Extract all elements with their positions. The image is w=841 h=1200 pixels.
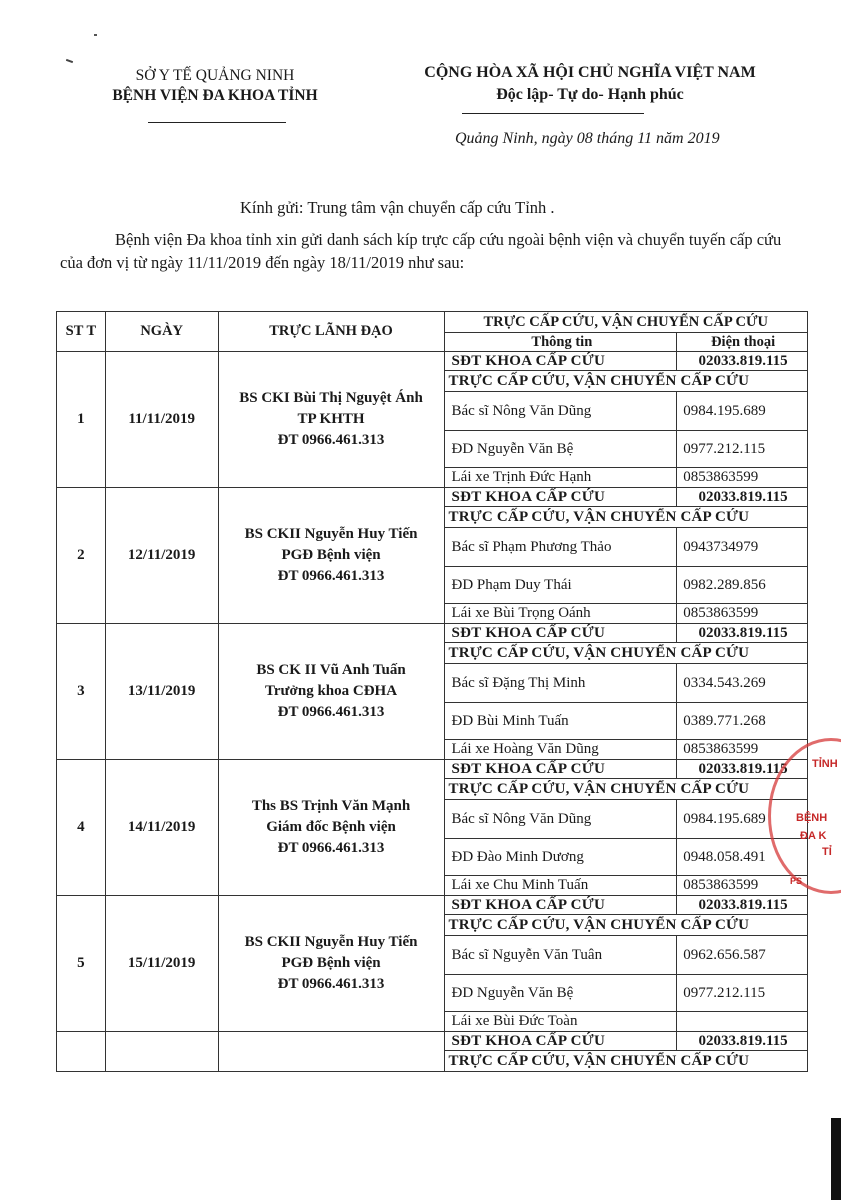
driver-phone: 0853863599 xyxy=(677,740,808,760)
duty-subheader: TRỰC CẤP CỨU, VẬN CHUYỂN CẤP CỨU xyxy=(444,915,807,936)
recipient-line: Kính gửi: Trung tâm vận chuyển cấp cứu Tỉnh . xyxy=(240,198,555,217)
driver-phone xyxy=(677,1012,808,1032)
leader-cell xyxy=(218,624,444,760)
driver-name: Lái xe Hoàng Văn Dũng xyxy=(444,740,677,760)
doctor-name: Bác sĩ Nguyễn Văn Tuân xyxy=(444,936,677,975)
nurse-name: ĐD Nguyễn Văn Bệ xyxy=(444,975,677,1012)
hotline-number: 02033.819.115 xyxy=(677,624,808,643)
doctor-phone: 0984.195.689 xyxy=(677,800,808,839)
nation-name: CỘNG HÒA XÃ HỘI CHỦ NGHĨA VIỆT NAM xyxy=(424,64,756,81)
scan-speck xyxy=(94,34,97,36)
nurse-phone: 0982.289.856 xyxy=(677,567,808,604)
driver-name: Lái xe Trịnh Đức Hạnh xyxy=(444,468,677,488)
nurse-phone: 0977.212.115 xyxy=(677,975,808,1012)
hotline-label: SĐT KHOA CẤP CỨU xyxy=(444,760,677,779)
document-date: Quảng Ninh, ngày 08 tháng 11 năm 2019 xyxy=(455,130,720,147)
nurse-phone: 0948.058.491 xyxy=(677,839,808,876)
duty-subheader: TRỰC CẤP CỨU, VẬN CHUYỂN CẤP CỨU xyxy=(444,507,807,528)
leader-line: PGĐ Bệnh viện xyxy=(281,955,381,971)
stt-cell: 4 xyxy=(57,760,106,896)
col-phone-header: Điện thoại xyxy=(677,333,808,352)
hotline-number: 02033.819.115 xyxy=(677,352,808,371)
stt-cell: 3 xyxy=(57,624,106,760)
duty-subheader: TRỰC CẤP CỨU, VẬN CHUYỂN CẤP CỨU xyxy=(444,643,807,664)
col-leader-header: TRỰC LÃNH ĐẠO xyxy=(218,312,444,352)
date-cell: 12/11/2019 xyxy=(105,488,218,624)
doctor-phone: 0943734979 xyxy=(677,528,808,567)
stamp-text-3: ĐA K xyxy=(800,830,827,842)
duty-subheader: TRỰC CẤP CỨU, VẬN CHUYỂN CẤP CỨU xyxy=(444,1051,807,1072)
doctor-name: Bác sĩ Đặng Thị Minh xyxy=(444,664,677,703)
col-info-header: Thông tin xyxy=(444,333,677,352)
hotline-number: 02033.819.115 xyxy=(677,1032,808,1051)
leader-line: ĐT 0966.461.313 xyxy=(277,568,385,584)
nurse-phone: 0389.771.268 xyxy=(677,703,808,740)
doctor-name: Bác sĩ Nông Văn Dũng xyxy=(444,392,677,431)
nurse-phone: 0977.212.115 xyxy=(677,431,808,468)
doctor-phone: 0984.195.689 xyxy=(677,392,808,431)
date-cell: 15/11/2019 xyxy=(105,896,218,1032)
hotline-number: 02033.819.115 xyxy=(677,488,808,507)
stamp-text-5: PS xyxy=(790,876,803,886)
table-row xyxy=(57,624,808,643)
leader-line: BS CKI Bùi Thị Nguyệt Ánh xyxy=(239,390,423,406)
leader-line: TP KHTH xyxy=(297,411,365,427)
leader-cell xyxy=(218,1032,444,1072)
leader-cell xyxy=(218,896,444,1032)
intro-paragraph: Bệnh viện Đa khoa tỉnh xin gửi danh sách kíp trực cấp cứu ngoài bệnh viện và chuyển tuyến cấp cứu của đơn vị từ ngày 11/11/2019 đến ngày 18/11/2019 như sau: xyxy=(60,230,782,272)
doctor-phone: 0334.543.269 xyxy=(677,664,808,703)
date-cell: 14/11/2019 xyxy=(105,760,218,896)
stt-cell: 1 xyxy=(57,352,106,488)
stamp-text-4: TỈ xyxy=(822,846,832,858)
col-group-header: TRỰC CẤP CỨU, VẬN CHUYỂN CẤP CỨU xyxy=(444,312,807,333)
leader-line: ĐT 0966.461.313 xyxy=(277,840,385,856)
hotline-label: SĐT KHOA CẤP CỨU xyxy=(444,352,677,371)
leader-cell xyxy=(218,352,444,488)
col-date-header: NGÀY xyxy=(105,312,218,352)
leader-line: BS CKII Nguyễn Huy Tiến xyxy=(244,526,418,542)
hotline-label: SĐT KHOA CẤP CỨU xyxy=(444,1032,677,1051)
driver-name: Lái xe Chu Minh Tuấn xyxy=(444,876,677,896)
issuer-dept: BỆNH VIỆN ĐA KHOA TỈNH xyxy=(112,87,318,104)
nurse-name: ĐD Đào Minh Dương xyxy=(444,839,677,876)
stt-cell xyxy=(57,1032,106,1072)
table-header-row xyxy=(57,312,808,333)
leader-line: Trưởng khoa CĐHA xyxy=(265,683,398,699)
driver-phone: 0853863599 xyxy=(677,604,808,624)
issuer-block xyxy=(60,66,370,106)
duty-subheader: TRỰC CẤP CỨU, VẬN CHUYỂN CẤP CỨU xyxy=(444,779,807,800)
hotline-label: SĐT KHOA CẤP CỨU xyxy=(444,896,677,915)
table-row xyxy=(57,352,808,371)
national-heading xyxy=(370,62,810,106)
hotline-number: 02033.819.115 xyxy=(677,760,808,779)
driver-name: Lái xe Bùi Trọng Oánh xyxy=(444,604,677,624)
doctor-name: Bác sĩ Nông Văn Dũng xyxy=(444,800,677,839)
leader-line: Ths BS Trịnh Văn Mạnh xyxy=(251,798,411,814)
leader-line: BS CKII Nguyễn Huy Tiến xyxy=(244,934,418,950)
driver-phone: 0853863599 xyxy=(677,468,808,488)
table-row xyxy=(57,760,808,779)
leader-cell xyxy=(218,488,444,624)
nurse-name: ĐD Bùi Minh Tuấn xyxy=(444,703,677,740)
stamp-text-1: TỈNH xyxy=(812,758,838,770)
stt-cell: 5 xyxy=(57,896,106,1032)
duty-subheader: TRỰC CẤP CỨU, VẬN CHUYỂN CẤP CỨU xyxy=(444,371,807,392)
leader-line: ĐT 0966.461.313 xyxy=(277,704,385,720)
motto-underline xyxy=(462,113,644,114)
issuer-underline xyxy=(148,122,286,123)
nurse-name: ĐD Nguyễn Văn Bệ xyxy=(444,431,677,468)
motto: Độc lập- Tự do- Hạnh phúc xyxy=(496,86,684,103)
date-cell xyxy=(105,1032,218,1072)
col-stt-header: ST T xyxy=(57,312,106,352)
leader-cell xyxy=(218,760,444,896)
leader-line: PGĐ Bệnh viện xyxy=(281,547,381,563)
leader-line: ĐT 0966.461.313 xyxy=(277,432,385,448)
table-row xyxy=(57,896,808,915)
hotline-label: SĐT KHOA CẤP CỨU xyxy=(444,488,677,507)
nurse-name: ĐD Phạm Duy Thái xyxy=(444,567,677,604)
driver-name: Lái xe Bùi Đức Toàn xyxy=(444,1012,677,1032)
doctor-name: Bác sĩ Phạm Phương Thảo xyxy=(444,528,677,567)
leader-line: Giám đốc Bệnh viện xyxy=(266,819,396,835)
leader-line: ĐT 0966.461.313 xyxy=(277,976,385,992)
date-cell: 13/11/2019 xyxy=(105,624,218,760)
table-row xyxy=(57,488,808,507)
issuer-org: SỞ Y TẾ QUẢNG NINH xyxy=(135,67,295,84)
leader-line: BS CK II Vũ Anh Tuấn xyxy=(256,662,406,678)
driver-phone: 0853863599 xyxy=(677,876,808,896)
table-row xyxy=(57,1032,808,1051)
stamp-text-2: BỆNH xyxy=(796,812,828,824)
scan-mark xyxy=(66,59,73,63)
date-cell: 11/11/2019 xyxy=(105,352,218,488)
duty-schedule-table xyxy=(56,311,808,1072)
doctor-phone: 0962.656.587 xyxy=(677,936,808,975)
stt-cell: 2 xyxy=(57,488,106,624)
hotline-label: SĐT KHOA CẤP CỨU xyxy=(444,624,677,643)
scan-edge-bar xyxy=(831,1118,841,1200)
hotline-number: 02033.819.115 xyxy=(677,896,808,915)
